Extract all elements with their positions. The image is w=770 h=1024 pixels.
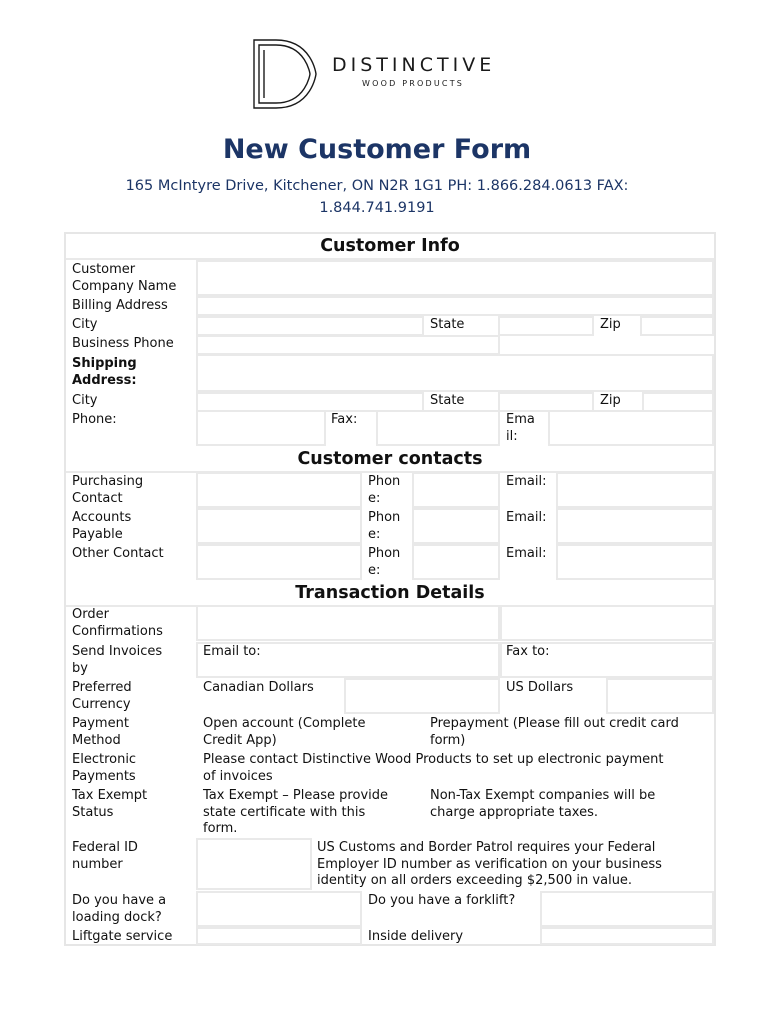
page-title: New Customer Form <box>222 134 532 165</box>
label-federal-id: Federal ID number <box>72 840 138 872</box>
city-2-field[interactable] <box>196 392 424 412</box>
option-us-dollars[interactable]: US Dollars <box>506 680 574 695</box>
option-non-tax-exempt[interactable]: Non-Tax Exempt companies will be charge appropriate taxes. <box>430 788 656 820</box>
other-contact-field[interactable] <box>196 544 362 580</box>
label-email: Ema il: <box>506 412 535 444</box>
company-name: DISTINCTIVE <box>332 54 496 76</box>
label-forklift: Do you have a forklift? <box>368 893 516 908</box>
label-zip-2: Zip <box>600 393 621 408</box>
business-phone-field[interactable] <box>196 335 500 355</box>
section-customer-contacts: Customer contacts <box>297 449 483 469</box>
option-tax-exempt[interactable]: Tax Exempt – Please provide state certificate with this form. <box>203 788 389 836</box>
label-invoice-fax-to: Fax to: <box>506 644 550 659</box>
label-state: State <box>430 317 465 332</box>
shipping-address-field[interactable] <box>196 354 714 392</box>
label-payment-method: Payment Method <box>72 716 129 748</box>
label-inside-delivery: Inside delivery <box>368 929 464 944</box>
purchasing-email-field[interactable] <box>556 472 714 508</box>
label-loading-dock: Do you have a loading dock? <box>72 893 167 925</box>
label-other-contact: Other Contact <box>72 546 164 561</box>
label-order-confirmations: Order Confirmations <box>72 607 163 639</box>
label-accounts-payable: Accounts Payable <box>72 510 132 542</box>
label-fax: Fax: <box>331 412 358 427</box>
label-billing-address: Billing Address <box>72 298 168 313</box>
fax-field[interactable] <box>376 410 500 446</box>
label-other-phone: Phon e: <box>368 546 401 578</box>
address-line-1: 165 McIntyre Drive, Kitchener, ON N2R 1G1 PH: 1.866.284.0613 FAX: <box>125 178 629 194</box>
label-invoice-email-to: Email to: <box>203 644 261 659</box>
billing-address-field[interactable] <box>196 296 714 316</box>
label-purchasing-phone: Phon e: <box>368 474 401 506</box>
company-name-field[interactable] <box>196 260 714 296</box>
loading-dock-field[interactable] <box>196 891 362 927</box>
address-line-2: 1.844.741.9191 <box>319 200 435 216</box>
label-city-2: City <box>72 393 98 408</box>
state-2-field[interactable] <box>498 392 594 412</box>
section-customer-info: Customer Info <box>320 236 460 256</box>
label-shipping-address: Shipping Address: <box>72 356 137 388</box>
option-open-account[interactable]: Open account (Complete Credit App) <box>203 716 366 748</box>
purchasing-contact-field[interactable] <box>196 472 362 508</box>
federal-id-note: US Customs and Border Patrol requires your Federal Employer ID number as verification on your business identity on all orders exceeding $2,500 in value. <box>317 840 662 888</box>
option-prepayment[interactable]: Prepayment (Please fill out credit card form) <box>430 716 679 748</box>
label-liftgate-service: Liftgate service <box>72 929 173 944</box>
forklift-field[interactable] <box>540 891 714 927</box>
usd-checkbox-field[interactable] <box>606 678 714 714</box>
label-preferred-currency: Preferred Currency <box>72 680 132 712</box>
label-send-invoices: Send Invoices by <box>72 644 163 676</box>
liftgate-field[interactable] <box>196 927 362 945</box>
label-phone: Phone: <box>72 412 117 427</box>
company-address <box>60 175 694 219</box>
other-email-field[interactable] <box>556 544 714 580</box>
accounts-email-field[interactable] <box>556 508 714 544</box>
zip-field[interactable] <box>640 316 714 336</box>
label-accounts-phone: Phon e: <box>368 510 401 542</box>
label-purchasing-contact: Purchasing Contact <box>72 474 144 506</box>
order-fax-field[interactable] <box>500 605 714 641</box>
label-electronic-payments: Electronic Payments <box>72 752 137 784</box>
label-company-name: Customer Company Name <box>72 262 177 294</box>
purchasing-phone-field[interactable] <box>412 472 500 508</box>
email-field[interactable] <box>548 410 714 446</box>
city-field[interactable] <box>196 316 424 336</box>
zip-2-field[interactable] <box>642 392 714 412</box>
label-other-email: Email: <box>506 546 547 561</box>
accounts-phone-field[interactable] <box>412 508 500 544</box>
label-city: City <box>72 317 98 332</box>
label-zip: Zip <box>600 317 621 332</box>
federal-id-field[interactable] <box>196 838 312 890</box>
label-tax-exempt-status: Tax Exempt Status <box>72 788 148 820</box>
accounts-payable-field[interactable] <box>196 508 362 544</box>
inside-delivery-field[interactable] <box>540 927 714 945</box>
label-business-phone: Business Phone <box>72 336 174 351</box>
phone-field[interactable] <box>196 410 326 446</box>
order-email-field[interactable] <box>196 605 500 641</box>
cad-checkbox-field[interactable] <box>344 678 500 714</box>
option-canadian-dollars[interactable]: Canadian Dollars <box>203 680 314 695</box>
company-subtitle: WOOD PRODUCTS <box>362 79 465 88</box>
label-purchasing-email: Email: <box>506 474 547 489</box>
other-phone-field[interactable] <box>412 544 500 580</box>
label-state-2: State <box>430 393 465 408</box>
section-transaction-details: Transaction Details <box>295 583 485 603</box>
electronic-payments-text: Please contact Distinctive Wood Products to set up electronic payment of invoices <box>203 752 664 784</box>
state-field[interactable] <box>498 316 594 336</box>
label-accounts-email: Email: <box>506 510 547 525</box>
